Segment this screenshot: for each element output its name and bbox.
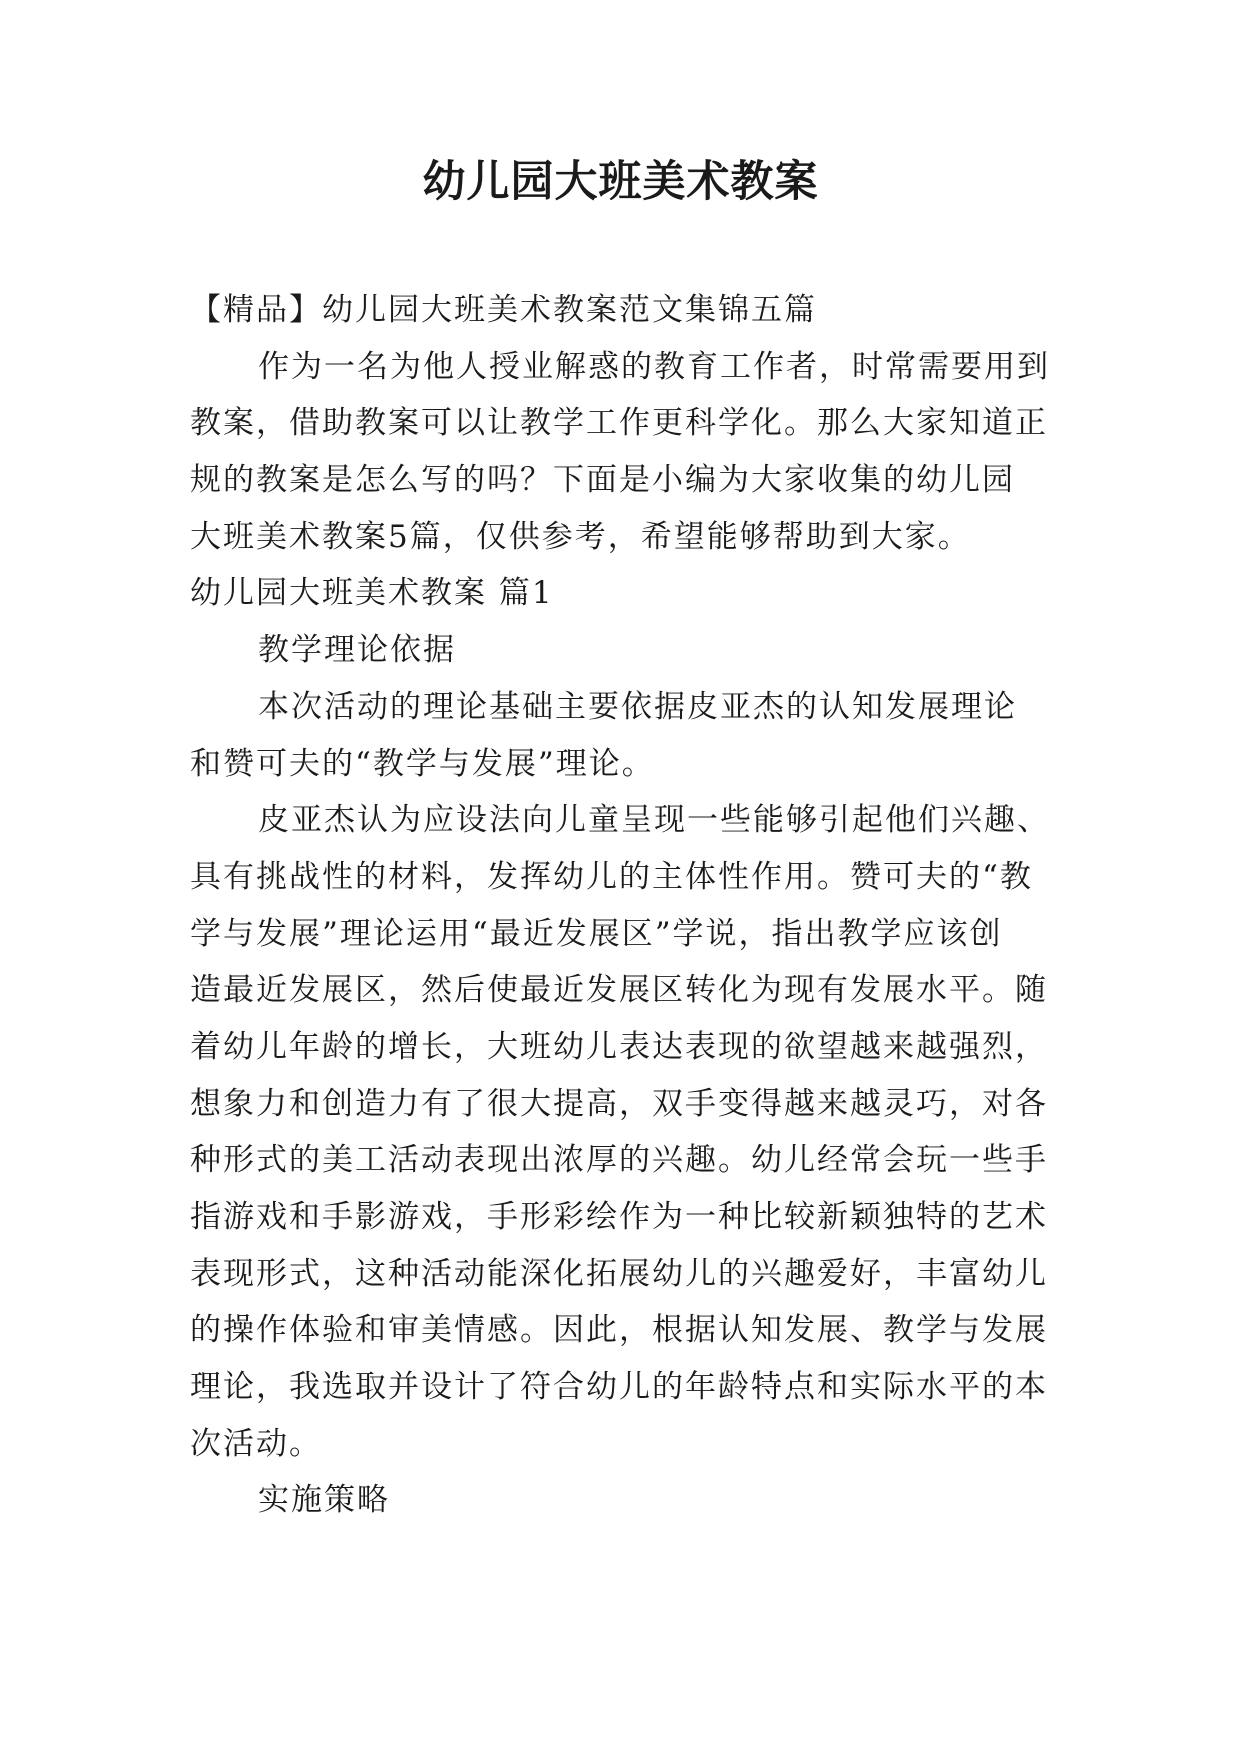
intro-paragraph-line: 教案，借助教案可以让教学工作更科学化。那么大家知道正 — [190, 405, 1048, 442]
intro-paragraph-line: 大班美术教案5篇，仅供参考，希望能够帮助到大家。 — [190, 518, 971, 555]
paragraph-line: 着幼儿年龄的增长，大班幼儿表达表现的欲望越来越强烈， — [190, 1028, 1048, 1065]
paragraph-line: 造最近发展区，然后使最近发展区转化为现有发展水平。随 — [190, 972, 1048, 1009]
paragraph-line: 本次活动的理论基础主要依据皮亚杰的认知发展理论 — [258, 688, 1017, 725]
paragraph-line: 具有挑战性的材料，发挥幼儿的主体性作用。赞可夫的“教 — [190, 858, 1033, 895]
paragraph-line: 表现形式，这种活动能深化拓展幼儿的兴趣爱好，丰富幼儿 — [190, 1255, 1048, 1292]
subsection-heading: 实施策略 — [258, 1482, 390, 1519]
section-heading: 幼儿园大班美术教案 篇1 — [190, 575, 554, 612]
paragraph-line: 理论，我选取并设计了符合幼儿的年龄特点和实际水平的本 — [190, 1369, 1048, 1406]
paragraph-line: 学与发展”理论运用“最近发展区”学说，指出教学应该创 — [190, 915, 1003, 952]
subtitle-line: 【精品】幼儿园大班美术教案范文集锦五篇 — [190, 292, 817, 328]
document-body — [190, 282, 1050, 1529]
paragraph-line: 指游戏和手影游戏，手形彩绘作为一种比较新颖独特的艺术 — [190, 1199, 1048, 1235]
paragraph-line: 和赞可夫的“教学与发展”理论。 — [190, 745, 655, 782]
paragraph-line: 种形式的美工活动表现出浓厚的兴趣。幼儿经常会玩一些手 — [190, 1142, 1048, 1179]
intro-paragraph-line: 作为一名为他人授业解惑的教育工作者，时常需要用到 — [258, 348, 1050, 385]
paragraph-line: 次活动。 — [190, 1425, 322, 1462]
subsection-heading: 教学理论依据 — [258, 632, 456, 669]
paragraph-line: 想象力和创造力有了很大提高，双手变得越来越灵巧，对各 — [190, 1085, 1048, 1122]
paragraph-line: 的操作体验和审美情感。因此，根据认知发展、教学与发展 — [190, 1312, 1048, 1349]
document-title: 幼儿园大班美术教案 — [422, 157, 819, 207]
paragraph-line: 皮亚杰认为应设法向儿童呈现一些能够引起他们兴趣、 — [258, 802, 1050, 839]
intro-paragraph-line: 规的教案是怎么写的吗？下面是小编为大家收集的幼儿园 — [190, 462, 1015, 499]
